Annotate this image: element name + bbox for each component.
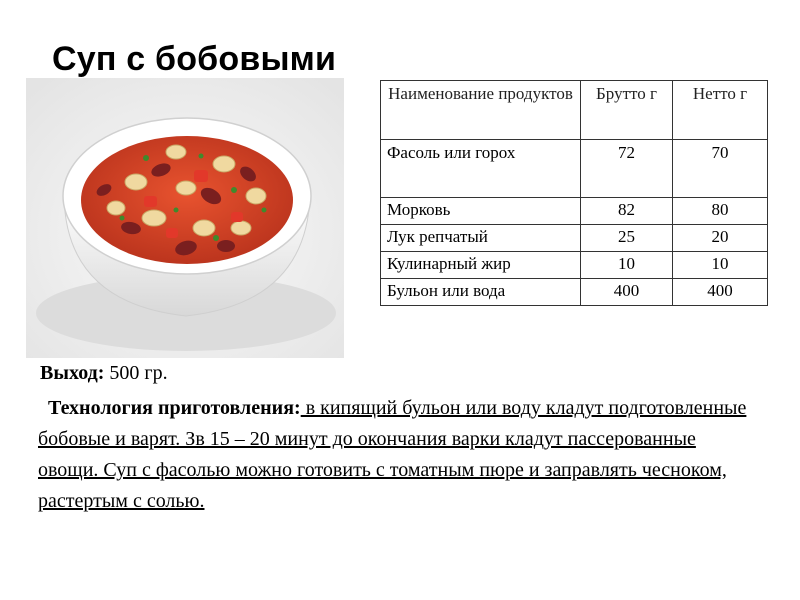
- header-netto: Нетто г: [673, 81, 768, 140]
- cell-product: Кулинарный жир: [381, 252, 581, 279]
- yield-value: 500 гр.: [104, 362, 168, 384]
- table-row: [381, 140, 768, 198]
- cell-brutto: 25: [581, 225, 673, 252]
- yield-line: [40, 362, 168, 385]
- cell-product: Бульон или вода: [381, 279, 581, 306]
- table-row: [381, 279, 768, 306]
- cell-netto: 70: [673, 140, 768, 198]
- cell-brutto: 72: [581, 140, 673, 198]
- cell-netto: 20: [673, 225, 768, 252]
- table-row: [381, 198, 768, 225]
- soup-bowl-photo: [26, 78, 344, 358]
- table-header-row: [381, 81, 768, 140]
- cell-product: Фасоль или горох: [381, 140, 581, 198]
- technology-text: в кипящий бульон или воду кладут подготовленные бобовые и варят. Зв 15 – 20 минут до окончания варки кладут пассерованные овощи. Суп с фасолью можно готовить с томатным пюре и заправлять чесноком, растертым с солью.: [38, 397, 747, 512]
- table-row: [381, 225, 768, 252]
- cell-brutto: 400: [581, 279, 673, 306]
- cell-brutto: 82: [581, 198, 673, 225]
- cell-netto: 10: [673, 252, 768, 279]
- technology-paragraph: [38, 393, 758, 517]
- table-row: [381, 252, 768, 279]
- header-product: Наименование продуктов: [381, 81, 581, 140]
- header-brutto: Брутто г: [581, 81, 673, 140]
- yield-label: Выход:: [40, 362, 105, 384]
- cell-brutto: 10: [581, 252, 673, 279]
- cell-netto: 80: [673, 198, 768, 225]
- cell-product: Морковь: [381, 198, 581, 225]
- ingredients-table: [380, 80, 768, 306]
- technology-label: Технология приготовления:: [48, 397, 301, 419]
- cell-product: Лук репчатый: [381, 225, 581, 252]
- cell-netto: 400: [673, 279, 768, 306]
- page-title: Суп с бобовыми: [52, 40, 337, 78]
